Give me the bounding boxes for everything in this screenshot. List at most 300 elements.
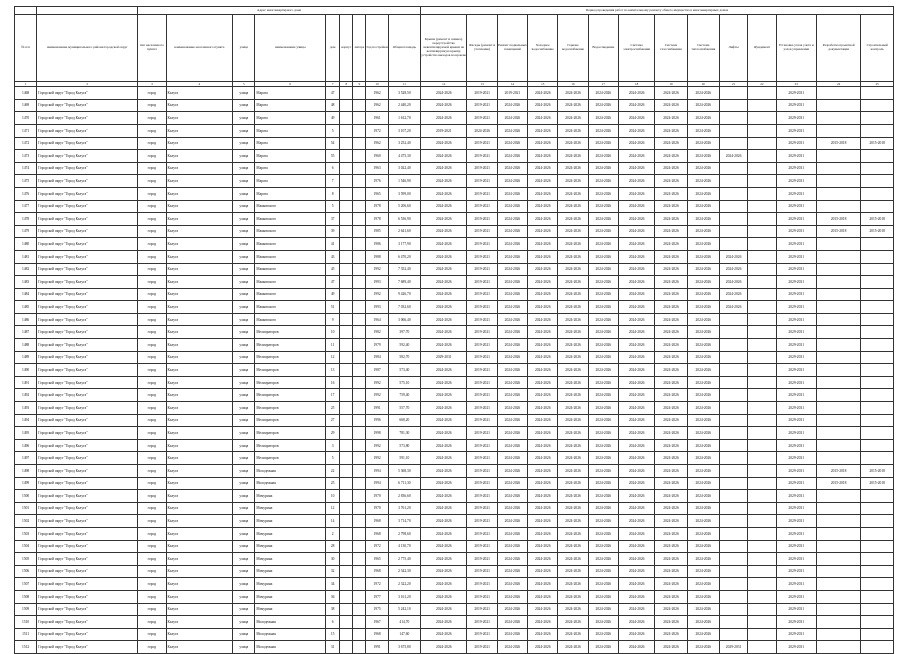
table-row (15, 452, 894, 465)
table-cell: 17 (326, 389, 340, 402)
table-cell: Молодежная (255, 465, 326, 478)
table-cell: 2029-2031 (776, 326, 816, 339)
table-cell (340, 150, 353, 163)
table-cell: улица (233, 250, 255, 263)
table-cell: 2024-2026 (558, 200, 588, 213)
table-cell (340, 465, 353, 478)
column-header: наименование населенного пункта (166, 15, 233, 82)
table-cell: Марата (255, 124, 326, 137)
table-cell: 2024-2026 (655, 641, 687, 654)
table-cell (353, 288, 366, 301)
table-cell (816, 439, 860, 452)
table-cell: 1964 (366, 313, 388, 326)
table-cell: 781,30 (388, 427, 420, 440)
table-cell: 1962 (366, 87, 388, 100)
table-cell (861, 175, 894, 188)
table-cell: 2019-2021 (467, 200, 497, 213)
table-cell: Маяковского (255, 200, 326, 213)
table-cell: 1487 (15, 326, 37, 339)
table-cell (748, 376, 776, 389)
table-cell: 2024-2026 (588, 565, 618, 578)
table-cell (861, 502, 894, 515)
table-cell: 2024-2026 (655, 313, 687, 326)
table-cell: 2024-2026 (618, 641, 654, 654)
table-cell: 22 (326, 465, 340, 478)
table-cell: Калуга (166, 628, 233, 641)
table-cell: 2024-2026 (497, 187, 527, 200)
column-header: дом (326, 15, 340, 82)
table-cell: 2024-2026 (497, 351, 527, 364)
table-cell: 2024-2026 (558, 502, 588, 515)
table-cell: 2024-2026 (588, 200, 618, 213)
table-cell: 2024-2026 (588, 641, 618, 654)
table-cell: 2024-2026 (528, 301, 558, 314)
table-cell: 2024-2026 (528, 87, 558, 100)
table-cell: 2024-2026 (687, 527, 719, 540)
table-cell (748, 99, 776, 112)
table-cell (719, 339, 747, 352)
table-cell: 2024-2026 (421, 553, 467, 566)
table-row (15, 578, 894, 591)
table-cell: 2024-2026 (497, 276, 527, 289)
table-cell: 37 (326, 213, 340, 226)
table-cell: 1992 (366, 389, 388, 402)
table-row (15, 590, 894, 603)
table-cell: улица (233, 124, 255, 137)
table-cell (748, 439, 776, 452)
table-cell: Марата (255, 112, 326, 125)
table-cell: 1492 (15, 389, 37, 402)
table-row (15, 213, 894, 226)
table-cell: 1502 (15, 515, 37, 528)
table-cell: 2024-2026 (497, 112, 527, 125)
table-cell: 1501 (15, 502, 37, 515)
table-cell: 2029-2031 (776, 452, 816, 465)
table-cell (353, 150, 366, 163)
table-cell: 2029-2031 (719, 641, 747, 654)
table-cell (861, 414, 894, 427)
table-cell: 4 475,30 (388, 150, 420, 163)
table-cell: 1963 (366, 162, 388, 175)
table-cell: 1468 (15, 87, 37, 100)
table-cell: 2024-2026 (421, 238, 467, 251)
table-cell: 2024-2026 (588, 389, 618, 402)
table-cell: 2024-2026 (558, 162, 588, 175)
table-cell: 7 032,60 (388, 301, 420, 314)
table-cell: 5 (326, 452, 340, 465)
column-number: 7 (326, 82, 340, 87)
table-cell: 2024-2026 (687, 250, 719, 263)
table-cell: 2024-2026 (528, 616, 558, 629)
table-cell (340, 276, 353, 289)
table-cell: 2029-2031 (776, 364, 816, 377)
table-cell: 2019-2021 (467, 288, 497, 301)
column-number: 9 (353, 82, 366, 87)
table-cell: 2024-2026 (528, 465, 558, 478)
table-cell: 49 (326, 288, 340, 301)
table-cell (748, 175, 776, 188)
table-cell (353, 87, 366, 100)
column-number: 3 (138, 82, 166, 87)
table-cell: Городской округ "Город Калуга" (37, 326, 138, 339)
table-cell: 2024-2026 (588, 628, 618, 641)
table-cell: Городской округ "Город Калуга" (37, 213, 138, 226)
table-row (15, 175, 894, 188)
table-cell: 3 161,20 (388, 590, 420, 603)
table-cell: 2024-2026 (687, 326, 719, 339)
table-cell: 1476 (15, 187, 37, 200)
table-cell: 147,60 (388, 628, 420, 641)
table-cell: 2024-2026 (528, 137, 558, 150)
table-cell (340, 439, 353, 452)
table-cell: 2019-2021 (467, 263, 497, 276)
table-cell: 2024-2026 (497, 603, 527, 616)
column-number: 21 (719, 82, 747, 87)
table-cell (353, 553, 366, 566)
table-cell: 2019-2021 (467, 414, 497, 427)
table-row (15, 87, 894, 100)
table-cell: 2024-2026 (618, 540, 654, 553)
table-cell: Мичурина (255, 540, 326, 553)
table-cell (719, 578, 747, 591)
table-cell (816, 238, 860, 251)
table-cell: 2024-2026 (497, 162, 527, 175)
table-cell: 2024-2026 (588, 603, 618, 616)
table-cell (719, 162, 747, 175)
table-cell: Городской округ "Город Калуга" (37, 87, 138, 100)
table-cell: 2024-2026 (655, 288, 687, 301)
table-cell: 2024-2026 (618, 427, 654, 440)
table-cell: Марата (255, 187, 326, 200)
table-cell: 2024-2026 (497, 578, 527, 591)
column-header: Лифты (719, 15, 747, 82)
table-cell: 2024-2026 (588, 477, 618, 490)
table-cell: 2029-2031 (776, 628, 816, 641)
table-row (15, 515, 894, 528)
table-cell: Калуга (166, 477, 233, 490)
table-cell: улица (233, 641, 255, 654)
table-row (15, 301, 894, 314)
table-cell: 2015-2018 (816, 477, 860, 490)
table-cell (816, 389, 860, 402)
table-cell: 1497 (15, 452, 37, 465)
table-cell: улица (233, 162, 255, 175)
table-cell (748, 124, 776, 137)
table-cell: 575,10 (388, 376, 420, 389)
table-cell: 2024-2026 (588, 276, 618, 289)
table-cell: Мичурина (255, 578, 326, 591)
table-cell: 2024-2026 (719, 301, 747, 314)
table-row (15, 162, 894, 175)
table-cell: Городской округ "Город Калуга" (37, 112, 138, 125)
table-cell: 2019-2021 (467, 465, 497, 478)
table-cell: 2024-2026 (528, 238, 558, 251)
table-cell (353, 162, 366, 175)
table-cell: 2024-2026 (528, 590, 558, 603)
table-cell: 2024-2026 (528, 276, 558, 289)
table-cell: Калуга (166, 301, 233, 314)
table-cell: город (138, 641, 166, 654)
table-cell: 2024-2026 (497, 124, 527, 137)
table-cell: 1 546,90 (388, 175, 420, 188)
table-cell: 32 (326, 565, 340, 578)
table-cell: 1473 (15, 150, 37, 163)
table-cell: 2024-2026 (497, 313, 527, 326)
table-cell: 2024-2026 (618, 213, 654, 226)
table-cell (719, 565, 747, 578)
table-cell: 1488 (15, 339, 37, 352)
table-cell (816, 301, 860, 314)
table-cell: 2024-2026 (528, 313, 558, 326)
table-cell: 2024-2026 (655, 402, 687, 415)
table-cell: 2024-2026 (687, 213, 719, 226)
table-row (15, 641, 894, 654)
table-cell: Калуга (166, 515, 233, 528)
table-cell: Калуга (166, 187, 233, 200)
table-cell: 2024-2026 (421, 276, 467, 289)
table-cell (340, 427, 353, 440)
table-cell: 397,70 (388, 326, 420, 339)
column-header: Крыша (ремонт и замена), переустройство невентилируемой крыши на вентилируемую крышу, устройство выходов на кровлю (421, 15, 467, 82)
table-cell: 1976 (366, 175, 388, 188)
table-cell: Калуга (166, 276, 233, 289)
table-cell: 2024-2026 (497, 250, 527, 263)
table-cell: 2029-2031 (776, 175, 816, 188)
table-cell (816, 628, 860, 641)
table-cell: 2024-2026 (558, 250, 588, 263)
table-row (15, 465, 894, 478)
table-cell: 28 (326, 540, 340, 553)
table-cell (353, 402, 366, 415)
table-cell (719, 137, 747, 150)
table-cell: 2019-2021 (467, 502, 497, 515)
table-cell (861, 590, 894, 603)
column-header: Водоотведение (588, 15, 618, 82)
table-row (15, 250, 894, 263)
table-cell: 2029-2031 (776, 616, 816, 629)
table-cell: 2024-2026 (528, 553, 558, 566)
table-cell: 2024-2026 (618, 465, 654, 478)
table-cell: город (138, 238, 166, 251)
table-cell (353, 276, 366, 289)
table-cell: 1480 (15, 238, 37, 251)
table-cell (748, 641, 776, 654)
table-cell: 2019-2021 (467, 276, 497, 289)
table-cell: 2024-2026 (687, 603, 719, 616)
table-cell (340, 263, 353, 276)
table-cell (719, 414, 747, 427)
table-cell: город (138, 603, 166, 616)
table-cell (816, 200, 860, 213)
table-cell: Городской округ "Город Калуга" (37, 477, 138, 490)
table-cell: улица (233, 578, 255, 591)
table-cell: 2024-2026 (655, 99, 687, 112)
table-cell: 2024-2026 (588, 502, 618, 515)
column-number: 15 (528, 82, 558, 87)
table-cell: Калуга (166, 616, 233, 629)
table-row (15, 389, 894, 402)
table-cell: 1992 (366, 452, 388, 465)
table-cell: 2024-2026 (618, 137, 654, 150)
table-cell: 7 (326, 175, 340, 188)
table-cell: 2024-2026 (687, 540, 719, 553)
table-cell (353, 187, 366, 200)
table-cell (816, 150, 860, 163)
table-cell: 2019-2021 (467, 616, 497, 629)
column-header: Установка узлов учета и узлов управления (776, 15, 816, 82)
table-cell: 2024-2026 (655, 112, 687, 125)
table-cell (748, 427, 776, 440)
table-cell (340, 641, 353, 654)
table-cell: город (138, 225, 166, 238)
table-cell: Мичурина (255, 590, 326, 603)
table-cell: 2024-2026 (655, 124, 687, 137)
table-cell: Маяковского (255, 276, 326, 289)
table-cell: 29 (326, 427, 340, 440)
table-cell: 2024-2026 (655, 477, 687, 490)
table-cell: город (138, 187, 166, 200)
table-cell: Городской округ "Город Калуга" (37, 540, 138, 553)
table-row (15, 225, 894, 238)
table-cell: 2024-2026 (421, 339, 467, 352)
column-header: Строительный контроль (861, 15, 894, 82)
table-cell: 2024-2026 (497, 641, 527, 654)
table-cell: 2024-2026 (421, 427, 467, 440)
table-cell: 2024-2026 (618, 187, 654, 200)
table-cell: 2024-2026 (687, 150, 719, 163)
table-cell: 2024-2026 (588, 175, 618, 188)
table-cell: 6 536,90 (388, 213, 420, 226)
table-cell (816, 603, 860, 616)
table-cell: 47 (326, 87, 340, 100)
table-cell: Молодежная (255, 477, 326, 490)
table-cell: 1511 (15, 628, 37, 641)
table-cell: Калуга (166, 590, 233, 603)
column-header: литера (353, 15, 366, 82)
table-cell: 2024-2026 (497, 213, 527, 226)
table-cell: 1961 (366, 112, 388, 125)
table-cell (861, 527, 894, 540)
table-cell: 1982 (366, 326, 388, 339)
table-cell: 2024-2026 (655, 553, 687, 566)
table-cell: Мелиораторов (255, 452, 326, 465)
table-row (15, 124, 894, 137)
table-cell: 2024-2026 (618, 452, 654, 465)
table-cell (861, 288, 894, 301)
table-cell: Городской округ "Город Калуга" (37, 490, 138, 503)
table-cell: 1985 (366, 225, 388, 238)
table-cell: 2024-2026 (497, 452, 527, 465)
table-cell (353, 376, 366, 389)
table-cell: город (138, 137, 166, 150)
table-cell: 2019-2021 (467, 313, 497, 326)
table-cell: 2024-2026 (528, 376, 558, 389)
table-cell: 1962 (366, 137, 388, 150)
table-row (15, 402, 894, 415)
table-cell: 759,40 (388, 389, 420, 402)
table-cell: 9 426,70 (388, 288, 420, 301)
table-cell (719, 427, 747, 440)
table-cell: улица (233, 150, 255, 163)
table-cell: 2019-2021 (467, 590, 497, 603)
table-cell (340, 540, 353, 553)
table-cell: 2024-2026 (588, 427, 618, 440)
table-cell: 2029-2031 (776, 477, 816, 490)
table-cell: Маяковского (255, 313, 326, 326)
column-number: 23 (776, 82, 816, 87)
table-cell: улица (233, 465, 255, 478)
table-cell: 3 066,40 (388, 313, 420, 326)
table-cell (340, 87, 353, 100)
column-number: 8 (340, 82, 353, 87)
table-cell (353, 452, 366, 465)
table-cell (816, 540, 860, 553)
table-cell: 2029-2031 (776, 351, 816, 364)
table-cell: 2024-2026 (497, 389, 527, 402)
table-cell (748, 477, 776, 490)
table-cell: улица (233, 452, 255, 465)
table-cell: Городской округ "Город Калуга" (37, 502, 138, 515)
table-cell: 1470 (15, 112, 37, 125)
table-cell: Мелиораторов (255, 339, 326, 352)
table-cell (816, 99, 860, 112)
table-cell: 2024-2026 (528, 162, 558, 175)
table-cell: 2024-2026 (588, 590, 618, 603)
table-cell: 1495 (15, 427, 37, 440)
table-cell: 1475 (15, 175, 37, 188)
table-cell: Калуга (166, 112, 233, 125)
table-cell: 2024-2026 (618, 339, 654, 352)
table-cell (340, 301, 353, 314)
table-cell: 1496 (15, 439, 37, 452)
table-cell: город (138, 376, 166, 389)
table-cell: 1991 (366, 402, 388, 415)
table-cell: 2024-2026 (421, 301, 467, 314)
table-cell: Калуга (166, 389, 233, 402)
table-cell (353, 326, 366, 339)
table-cell: 2015-2018 (861, 213, 894, 226)
table-cell: Калуга (166, 200, 233, 213)
table-cell (861, 540, 894, 553)
table-cell (353, 175, 366, 188)
table-cell (719, 364, 747, 377)
column-number: 2 (37, 82, 138, 87)
table-cell: 2024-2026 (558, 414, 588, 427)
table-cell: 2024-2026 (558, 553, 588, 566)
table-cell: 2024-2026 (655, 414, 687, 427)
table-cell: 2024-2026 (558, 402, 588, 415)
table-cell (340, 288, 353, 301)
table-cell (748, 326, 776, 339)
table-cell (861, 565, 894, 578)
table-cell (816, 124, 860, 137)
table-cell: 2024-2026 (558, 389, 588, 402)
table-cell: 2024-2026 (687, 477, 719, 490)
table-cell: 2024-2026 (655, 628, 687, 641)
table-cell: Мелиораторов (255, 376, 326, 389)
table-cell: 3 599,00 (388, 187, 420, 200)
table-cell: 1504 (15, 540, 37, 553)
table-cell (340, 313, 353, 326)
table-cell: 2019-2021 (467, 641, 497, 654)
table-cell: 2024-2026 (687, 565, 719, 578)
table-cell (719, 238, 747, 251)
table-cell: 39 (326, 225, 340, 238)
table-cell: 2015-2018 (861, 225, 894, 238)
table-cell: 2029-2031 (776, 150, 816, 163)
table-cell: 2024-2026 (618, 376, 654, 389)
table-cell: 2024-2026 (558, 565, 588, 578)
